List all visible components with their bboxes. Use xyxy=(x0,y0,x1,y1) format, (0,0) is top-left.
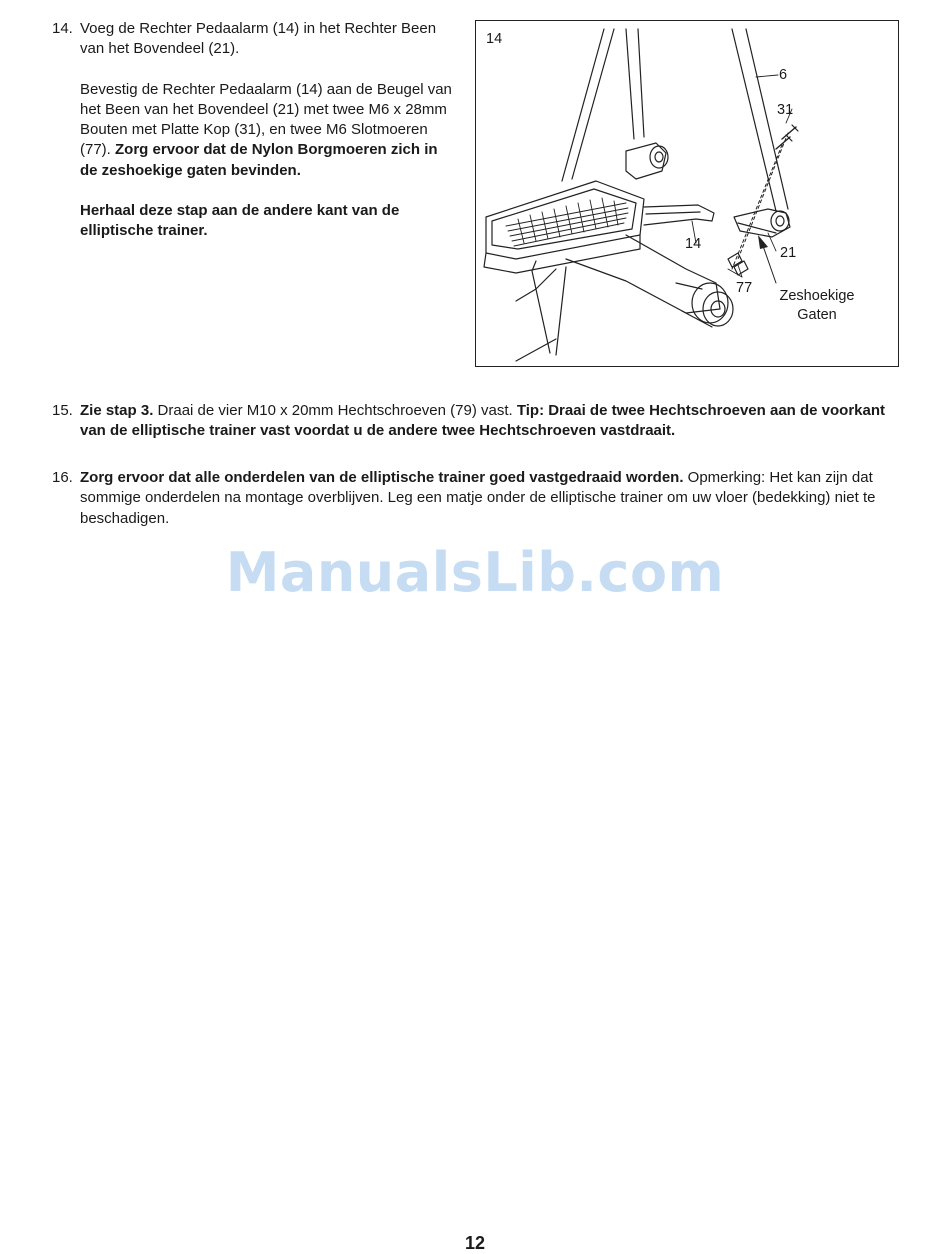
page-number: 12 xyxy=(464,1233,486,1253)
step-body xyxy=(80,401,912,442)
callout-part-77: 77 xyxy=(736,280,753,296)
callout-part-21: 21 xyxy=(780,245,797,261)
arrow-head xyxy=(758,235,768,249)
callout-hex-holes xyxy=(768,288,866,324)
step-number: 16. xyxy=(52,469,73,486)
instruction-text: Opmerking: Het kan zijn dat sommige onderdelen na montage overblijven. Leg een matje onder de elliptische trainer om uw vloer (bedekking) niet te beschadigen. xyxy=(80,469,876,527)
callout-part-14: 14 xyxy=(685,236,702,252)
figure-step-label: 14 xyxy=(486,31,503,47)
instruction-paragraph xyxy=(80,401,912,442)
callout-part-6: 6 xyxy=(779,67,788,83)
instruction-bold: Zorg ervoor dat de Nylon Borgmoeren zich in de zeshoekige gaten bevinden. xyxy=(80,141,438,179)
instruction-bold: Zie stap 3. xyxy=(80,402,154,419)
step-number: 15. xyxy=(52,402,73,419)
instruction-bold: Tip: Draai de twee Hechtschroeven aan de voorkant van de elliptische trainer vast voordat u de andere twee Hechtschroeven vastdraait. xyxy=(80,402,886,440)
upright-line xyxy=(562,29,604,181)
instruction-paragraph: Voeg de Rechter Pedaalarm (14) in het Rechter Been van het Bovendeel (21). xyxy=(80,20,437,58)
step-body xyxy=(80,19,452,242)
instruction-paragraph xyxy=(80,468,912,529)
instruction-bold: Zorg ervoor dat alle onderdelen van de elliptische trainer goed vastgedraaid worden. xyxy=(80,469,684,486)
watermark: ManualsLib.com xyxy=(225,541,725,604)
callout-hex-holes-line: Zeshoekige xyxy=(779,288,855,304)
assembly-figure xyxy=(475,20,899,367)
instruction-paragraph xyxy=(80,201,452,242)
callout-hex-holes-line: Gaten xyxy=(797,307,837,323)
instruction-text: Bevestig de Rechter Pedaalarm (14) aan de Beugel van het Been van het Bovendeel (21) met twee M6 x 28mm Bouten met Platte Kop (31), en twee M6 Slotmoeren (77). xyxy=(80,80,452,159)
step-body xyxy=(80,468,912,529)
step-number: 14. xyxy=(52,20,73,37)
instruction-paragraph xyxy=(80,80,452,181)
instruction-text: Draai de vier M10 x 20mm Hechtschroeven (79) vast. xyxy=(157,402,513,419)
instruction-bold: Herhaal deze stap aan de andere kant van de elliptische trainer. xyxy=(80,202,400,240)
callout-part-31: 31 xyxy=(777,102,794,118)
